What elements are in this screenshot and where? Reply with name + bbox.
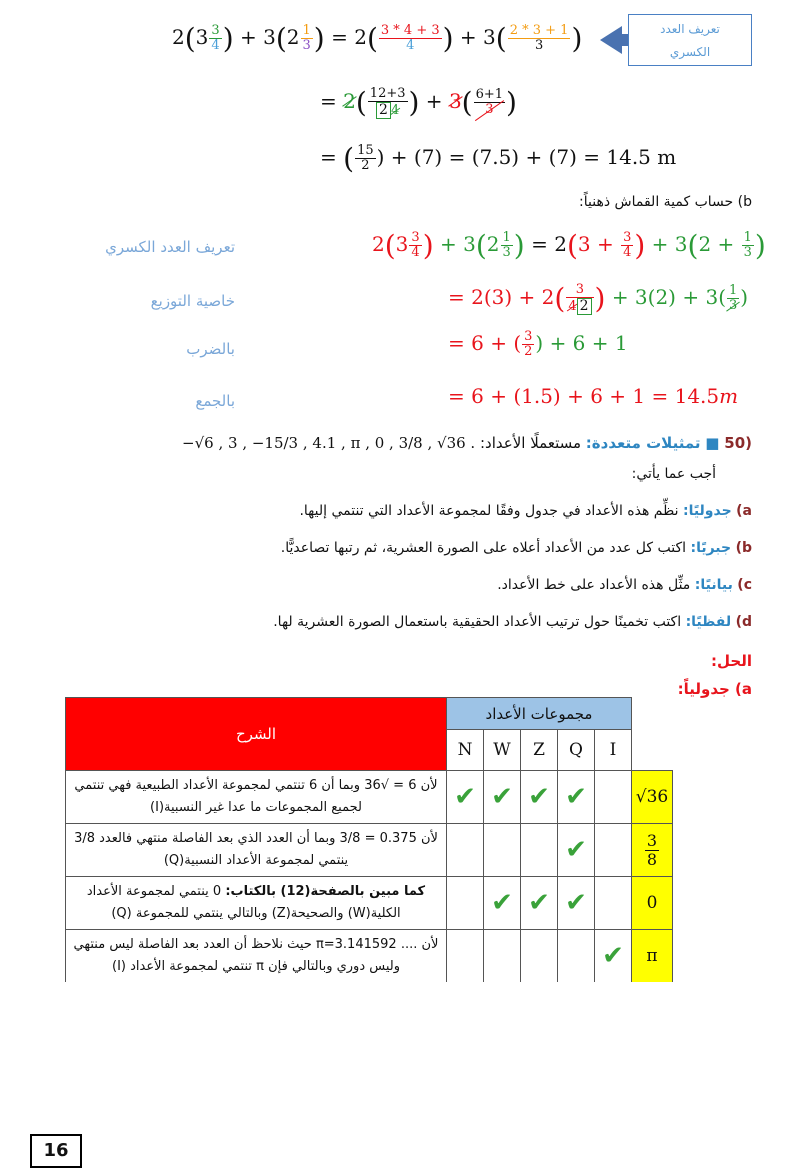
table-row xyxy=(66,771,673,824)
check-Q xyxy=(558,771,595,824)
check-icon: ✔ xyxy=(491,888,513,918)
check-Q xyxy=(558,824,595,877)
check-N xyxy=(447,771,484,824)
col-N: N xyxy=(447,730,484,771)
q50-item-b: b) جبريًا: اكتب كل عدد من الأعداد أعلاه على الصورة العشرية، ثم رتبها تصاعديًّا. xyxy=(280,540,752,556)
mental-eq-3: = 6 + ( $\frac{3}{2}$ ) + 6 + 1 xyxy=(448,329,628,359)
explanation-header: الشرح xyxy=(66,698,447,771)
mental-eq-2: = 2(3) + 2( $\frac{3}{4 2}$ ) + 3(2) + 3( $\frac{1}{3}$ ) xyxy=(448,281,749,315)
equation-line-1: 2(3 $\frac{3}{4}$ ) + 3(2 $\frac{1}{3}$ ) = 2( $\frac{3 * 4 + 3}{4}$ ) + 3( $\frac{2 * 3 + 1}{3}$ ) xyxy=(172,22,583,55)
q50-prompt: أجب عما يأتي: xyxy=(631,466,716,482)
check-icon: ✔ xyxy=(528,888,550,918)
q50-item-c: c) بيانيًا: مثِّل هذه الأعداد على خط الأعداد. xyxy=(497,577,752,593)
callout-arrow-icon xyxy=(600,26,622,54)
col-Q: Q xyxy=(558,730,595,771)
check-Z xyxy=(521,877,558,930)
check-icon: ✔ xyxy=(491,782,513,812)
table-row xyxy=(66,877,673,930)
check-I xyxy=(595,771,632,824)
row-number: 0 xyxy=(632,877,673,930)
page-number: 16 xyxy=(30,1134,82,1168)
col-W: W xyxy=(484,730,521,771)
row-explanation: كما مبين بالصفحة(12) بالكتاب: 0 ينتمي لمجموعة الأعداد الكلية(W) والصحيحة(Z) وبالتالي ينتمي للمجموعة (Q) xyxy=(66,877,447,930)
check-icon: ✔ xyxy=(565,782,587,812)
solution-heading: الحل: xyxy=(711,652,752,670)
q50-line: (50 ■ تمثيلات متعددة: مستعملًا الأعداد: ‎−√6 , 3 , −15/3 , 4.1 , π , 0 , 3/8 , √36 . xyxy=(182,434,752,452)
row-number: √36 xyxy=(632,771,673,824)
col-Z: Z xyxy=(521,730,558,771)
number-sets-table xyxy=(65,697,673,982)
row-explanation: لأن 0.375 = 3/8 وبما أن العدد الذي بعد الفاصلة منتهي فالعدد 3/8 ينتمي لمجموعة الأعداد النسبية(Q) xyxy=(66,824,447,877)
mental-label-1: تعريف العدد الكسري xyxy=(105,238,235,256)
col-I: I xyxy=(595,730,632,771)
check-icon: ✔ xyxy=(454,782,476,812)
check-icon: ✔ xyxy=(565,835,587,865)
check-Q xyxy=(558,877,595,930)
row-explanation: لأن 6 = √36 وبما أن 6 تنتمي لمجموعة الأعداد الطبيعية فهي تنتمي لجميع المجموعات ما عدا غير النسبية(I) xyxy=(66,771,447,824)
mental-label-2: خاصية التوزيع xyxy=(150,292,235,310)
check-W xyxy=(484,877,521,930)
row-number: $\frac{3}{8}$ xyxy=(632,824,673,877)
check-icon: ✔ xyxy=(528,782,550,812)
check-Z xyxy=(521,771,558,824)
q50-item-a: a) جدوليًا: نظِّم هذه الأعداد في جدول وفقًا لمجموعة الأعداد التي تنتمي إليها. xyxy=(299,503,752,519)
sets-header: مجموعات الأعداد xyxy=(447,698,632,730)
check-W xyxy=(484,771,521,824)
callout-line2: الكسري xyxy=(669,45,711,59)
check-I xyxy=(595,930,632,983)
row-number: π xyxy=(632,930,673,983)
mental-eq-1: 2(3 $\frac{3}{4}$ ) + 3(2 $\frac{1}{3}$ ) = 2(3 + $\frac{3}{4}$ ) + 3(2 + $\frac{1}{3}$ ) xyxy=(372,229,766,262)
check-icon: ✔ xyxy=(602,941,624,971)
row-explanation: لأن .... π=3.141592 حيث نلاحظ أن العدد بعد الفاصلة ليس منتهي وليس دوري وبالتالي فإن π تنتمي لمجموعة الأعداد (I) xyxy=(66,930,447,983)
table-row xyxy=(66,930,673,983)
table-row xyxy=(66,824,673,877)
mental-eq-4: = 6 + (1.5) + 6 + 1 = 14.5m xyxy=(448,384,739,408)
part-b-heading: b) حساب كمية القماش ذهنياً: xyxy=(579,194,752,210)
q50-item-d: d) لفظيًا: اكتب تخمينًا حول ترتيب الأعداد الحقيقية باستعمال الصورة العشرية لها. xyxy=(273,614,752,630)
mental-label-3: بالضرب xyxy=(186,340,235,358)
q50-icon: ■ xyxy=(705,434,720,452)
solution-a-heading: a) جدولياً: xyxy=(677,680,752,698)
equation-line-2: = 2( $\frac{12+3}{2 4}$ ) + 3( $\frac{6+1}{3}$ ) xyxy=(320,85,517,119)
check-icon: ✔ xyxy=(565,888,587,918)
callout-box xyxy=(628,14,752,66)
mental-label-4: بالجمع xyxy=(195,392,235,410)
callout-line1: تعريف العدد xyxy=(660,22,720,36)
equation-line-3: = ( $\frac{15}{2}$ ) + (7) = (7.5) + (7) = 14.5 m xyxy=(320,142,677,175)
